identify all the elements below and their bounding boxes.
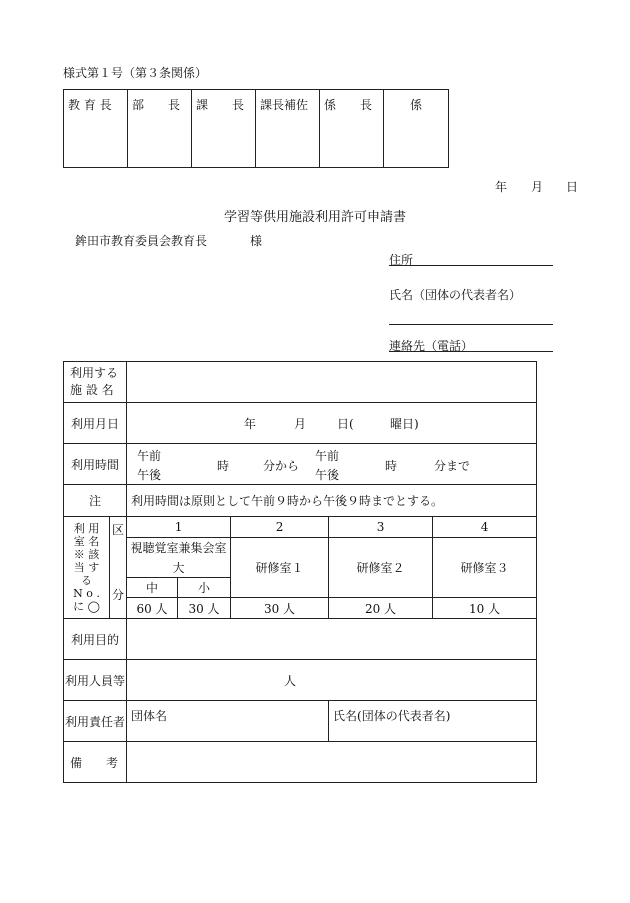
- stamp-cell-section-chief: 課 長: [192, 90, 256, 168]
- responsible-row: [64, 701, 537, 742]
- contact-line[interactable]: [389, 337, 553, 352]
- room4-name: 研修室３: [433, 538, 537, 598]
- room1-mid: 中: [127, 578, 178, 598]
- address-line[interactable]: [389, 251, 553, 266]
- time-from-hour: 時: [217, 459, 230, 473]
- facility-label-cell: [64, 362, 127, 403]
- capacity-room1-small: 30 人: [178, 598, 231, 619]
- applicant-name-line[interactable]: [389, 310, 553, 325]
- kubun-bottom: 分: [112, 588, 125, 602]
- people-label: 利用人員等: [64, 660, 127, 701]
- purpose-label: 利用目的: [64, 619, 127, 660]
- time-until-hour: 時: [385, 459, 398, 473]
- group-name-input[interactable]: [127, 701, 329, 742]
- room-number-2: 2: [231, 517, 329, 538]
- room1-name: 視聴覚室兼集会室: [127, 538, 231, 558]
- capacity-row: [64, 598, 537, 619]
- contact-label: 連絡先（電話）: [389, 339, 474, 353]
- facility-row: [64, 362, 537, 403]
- rep-name-label: 氏名(団体の代表者名): [333, 709, 451, 723]
- room-label-cell: 利 用 室 名 ※ 該 当 す る N o . に ◯: [64, 517, 110, 619]
- people-input[interactable]: [127, 660, 537, 701]
- responsible-label: 利用責任者: [64, 701, 127, 742]
- note-label: 注: [64, 485, 127, 517]
- capacity-room2: 30 人: [231, 598, 329, 619]
- time-row: [64, 444, 537, 485]
- facility-label-line2: 施 設 名: [70, 383, 114, 397]
- room3-name: 研修室２: [329, 538, 433, 598]
- applicant-name-label: 氏名（団体の代表者名）: [389, 288, 522, 302]
- stamp-cell-unit-chief: 係 長: [320, 90, 384, 168]
- room-name-row: [64, 538, 537, 558]
- date-label: 利用月日: [64, 403, 127, 444]
- date-row: [64, 403, 537, 444]
- date-month-unit: 月: [294, 417, 307, 431]
- rep-name-input[interactable]: [329, 701, 537, 742]
- time-from-pm: 午後: [137, 468, 162, 482]
- time-until-am: 午前: [315, 449, 340, 463]
- facility-label-line1: 利用する: [70, 366, 119, 380]
- room-number-4: 4: [433, 517, 537, 538]
- address-label: 住所: [389, 253, 414, 267]
- date-year-unit: 年: [244, 417, 257, 431]
- date-month: 月: [531, 180, 544, 194]
- time-until-pm: 午後: [315, 468, 340, 482]
- note-text: 利用時間は原則として午前９時から午後９時までとする。: [127, 485, 537, 517]
- room-number-3: 3: [329, 517, 433, 538]
- stamp-cell-assistant-chief: 課長補佐: [256, 90, 320, 168]
- remarks-input[interactable]: [127, 742, 537, 783]
- time-input-cell[interactable]: [127, 444, 537, 485]
- room-number-row: [64, 517, 537, 538]
- date-input-cell[interactable]: [127, 403, 537, 444]
- date-year: 年: [495, 180, 508, 194]
- time-from-min: 分から: [263, 459, 300, 473]
- kubun-cell: [110, 517, 127, 619]
- addressee-honorific: 様: [250, 234, 263, 248]
- purpose-row: [64, 619, 537, 660]
- approval-stamp-box: [63, 89, 449, 168]
- date-day: 日: [566, 180, 579, 194]
- people-row: [64, 660, 537, 701]
- stamp-cell-staff: 係: [384, 90, 449, 168]
- addressee-name: 鉾田市教育委員会教育長: [75, 234, 208, 248]
- kubun-top: 区: [112, 523, 125, 537]
- time-label: 利用時間: [64, 444, 127, 485]
- people-unit: 人: [284, 674, 297, 688]
- time-until-min: 分まで: [434, 459, 471, 473]
- form-number: 様式第１号（第３条関係）: [63, 66, 208, 80]
- room-number-1: 1: [127, 517, 231, 538]
- group-name-label: 団体名: [131, 709, 168, 723]
- facility-name-input[interactable]: [127, 362, 537, 403]
- room1-large: 大: [127, 558, 231, 578]
- stamp-cell-director: 部 長: [128, 90, 192, 168]
- document-title: 学習等供用施設利用許可申請書: [223, 210, 406, 225]
- note-row: [64, 485, 537, 517]
- room2-name: 研修室１: [231, 538, 329, 598]
- remarks-label: 備 考: [64, 742, 127, 783]
- date-weekday-unit: 曜日): [390, 417, 419, 431]
- capacity-room4: 10 人: [433, 598, 537, 619]
- stamp-cell-superintendent: 教 育 長: [64, 90, 128, 168]
- date-day-unit: 日(: [337, 417, 354, 431]
- time-from-am: 午前: [137, 449, 162, 463]
- capacity-room1-mid: 60 人: [127, 598, 178, 619]
- room1-small: 小: [178, 578, 231, 598]
- capacity-room3: 20 人: [329, 598, 433, 619]
- remarks-row: [64, 742, 537, 783]
- application-form-table: [63, 361, 537, 783]
- purpose-input[interactable]: [127, 619, 537, 660]
